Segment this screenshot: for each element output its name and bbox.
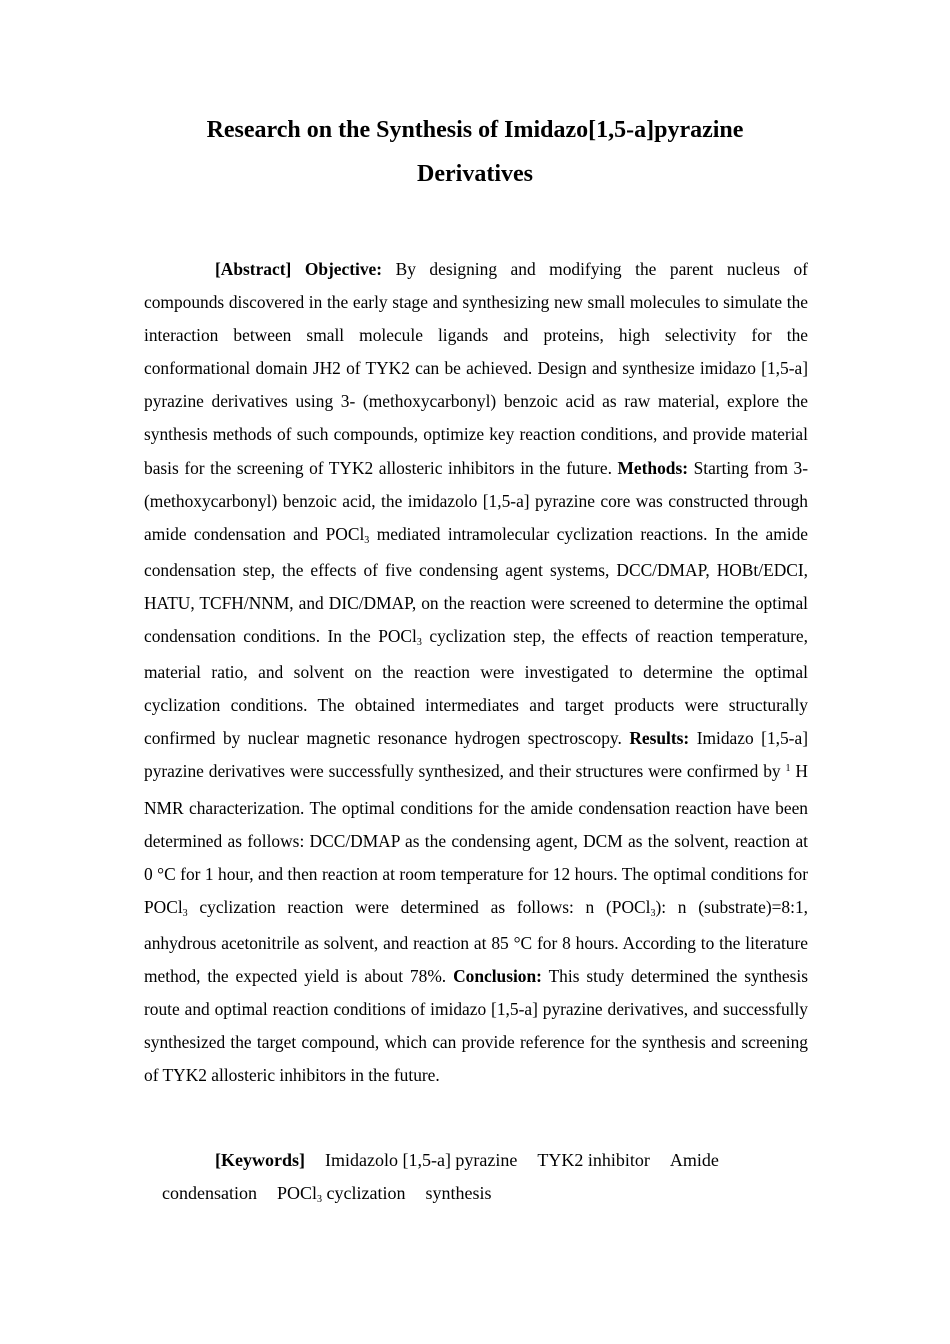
abstract-paragraph xyxy=(144,253,808,1092)
keyword-item: Imidazolo [1,5-a] pyrazine xyxy=(324,1150,518,1170)
keywords-label: [Keywords] xyxy=(215,1150,305,1170)
abstract-label: [Abstract] xyxy=(215,259,292,279)
methods-label: Methods: xyxy=(617,457,689,478)
results-text-4: ): n (substrate)=8:1, anhydrous acetonitrile as solvent, and reaction at 85 °C for 8 hours. According to the literature method, the expected yield is about 78%. xyxy=(144,896,808,986)
keyword-item: cyclization xyxy=(326,1183,406,1203)
conclusion-label: Conclusion: xyxy=(453,965,542,986)
title-line-1: Research on the Synthesis of Imidazo[1,5-a]pyrazine xyxy=(206,117,744,143)
keyword-item: synthesis xyxy=(425,1183,492,1203)
results-subscript-2: 3 xyxy=(650,907,656,919)
results-text-1: Imidazo [1,5-a] pyrazine derivatives were successfully synthesized, and their structures were confirmed by xyxy=(144,728,808,782)
keywords-paragraph xyxy=(162,1144,762,1213)
objective-text: By designing and modifying the parent nucleus of compounds discovered in the early stage and synthesizing new small molecules to simulate the interaction between small molecule ligands and proteins, high selectivity for the conformational domain JH2 of TYK2 can be achieved. Design and synthesize imidazo [1,5-a] pyrazine derivatives using 3- (methoxycarbonyl) benzoic acid as raw material, explore the synthesis methods of such compounds, optimize key reaction conditions, and provide material basis for the screening of TYK2 allosteric inhibitors in the future. xyxy=(144,259,808,478)
results-text-3: cyclization reaction were determined as follows: n (POCl xyxy=(187,896,651,917)
title-line-2: Derivatives xyxy=(417,161,533,187)
results-superscript: 1 xyxy=(785,763,791,775)
paper-title xyxy=(120,108,830,196)
results-text-2: H NMR characterization. The optimal conditions for the amide condensation reaction have been determined as follows: DCC/DMAP as the condensing agent, DCM as the solvent, reaction at 0 °C for 1 hour, and then reaction at room temperature for 12 hours. The optimal conditions for POCl xyxy=(144,761,808,917)
objective-label: Objective: xyxy=(304,259,383,279)
methods-subscript-2: 3 xyxy=(416,637,422,649)
methods-subscript-1: 3 xyxy=(364,534,370,546)
methods-text-3: cyclization step, the effects of reaction temperature, material ratio, and solvent on the reaction were investigated to determine the optimal cyclization conditions. The obtained intermediates and target products were structurally confirmed by nuclear magnetic resonance hydrogen spectroscopy. xyxy=(144,626,808,749)
results-subscript-1: 3 xyxy=(182,907,188,919)
keyword-item: Amide condensation xyxy=(162,1150,719,1203)
conclusion-text: This study determined the synthesis route and optimal reaction conditions of imidazo [1,5-a] pyrazine derivatives, and successfully synthesized the target compound, which can provide reference for the synthesis and screening of TYK2 allosteric inhibitors in the future. xyxy=(144,965,808,1086)
keyword-subscript: 3 xyxy=(317,1194,323,1205)
results-label: Results: xyxy=(629,728,690,749)
methods-text-2: mediated intramolecular cyclization reactions. In the amide condensation step, the effects of five condensing agent systems, DCC/DMAP, HOBt/EDCI, HATU, TCFH/NNM, and DIC/DMAP, on the reaction were screened to determine the optimal condensation conditions. In the POCl xyxy=(144,523,808,647)
methods-text-1: Starting from 3- (methoxycarbonyl) benzoic acid, the imidazolo [1,5-a] pyrazine core was constructed through amide condensation and POCl xyxy=(144,457,808,544)
keyword-item: TYK2 inhibitor xyxy=(537,1150,650,1170)
keyword-item: POCl xyxy=(276,1183,318,1203)
